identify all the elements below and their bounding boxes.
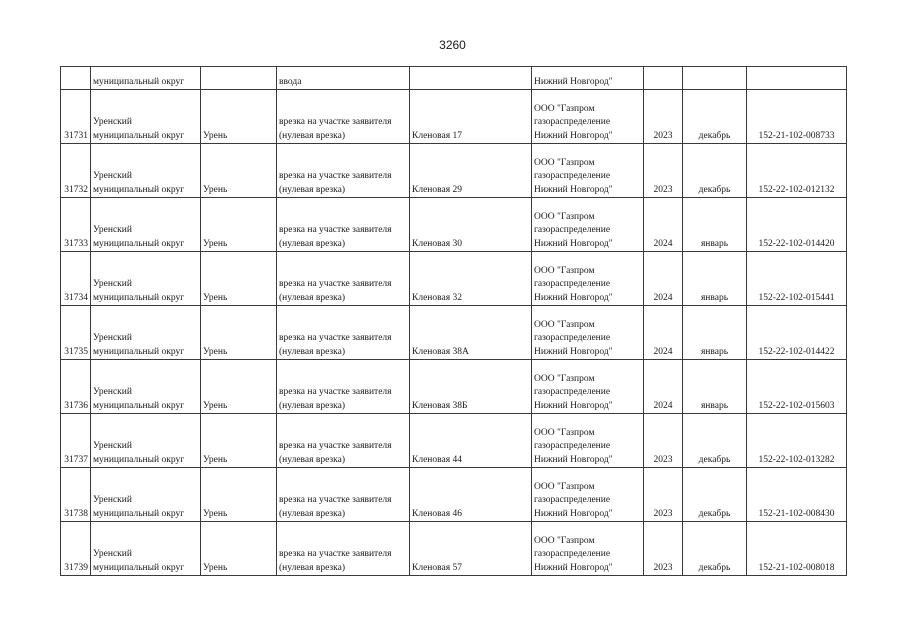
cell-code [747,198,847,252]
cell-address [410,144,532,198]
district-line2: муниципальный округ [93,454,185,465]
cell-address [410,198,532,252]
cell-district [91,522,201,576]
continuation-row [61,67,847,90]
registry-table [60,66,847,576]
cell-organization [532,468,644,522]
cell-organization [532,198,644,252]
cell-district [91,306,201,360]
work-line1: врезка на участке заявителя [279,279,392,289]
cell-work-type [277,252,410,306]
address-text: Кленовая 57 [412,562,462,573]
org-line3: Нижний Новгород" [534,130,613,141]
code-text: 152-22-102-014420 [758,238,835,249]
work-line2: (нулевая врезка) [279,562,346,573]
work-line1: врезка на участке заявителя [279,387,392,397]
row-number: 31731 [64,130,88,141]
district-line1: Уренский [93,279,132,289]
work-line2: (нулевая врезка) [279,130,346,141]
district-line1: Уренский [93,333,132,343]
cell-work-type [277,522,410,576]
cell-organization [532,414,644,468]
org-line1: ООО "Газпром [534,319,595,330]
cell-locality [201,67,277,90]
code-text: 152-22-102-015441 [758,292,835,303]
org-line2: газораспределение [534,279,611,289]
cell-month [683,90,747,144]
district-line1: Уренский [93,495,132,505]
locality-text: Урень [203,292,228,303]
cell-work-type [277,414,410,468]
org-line1: ООО "Газпром [534,481,595,492]
district-line1: Уренский [93,171,132,181]
cell-address [410,90,532,144]
district-line1: Уренский [93,549,132,559]
table-row [61,252,847,306]
organization-text: Нижний Новгород" [534,76,613,87]
table-row [61,144,847,198]
year-text: 2023 [653,508,673,519]
cell-locality [201,360,277,414]
cell-locality [201,414,277,468]
code-text: 152-21-102-008733 [758,130,835,141]
cell-district [91,90,201,144]
cell-organization [532,522,644,576]
page-number: 3260 [439,38,466,52]
org-line1: ООО "Газпром [534,535,595,546]
month-text: декабрь [698,130,731,141]
cell-month [683,67,747,90]
district-line2: муниципальный округ [93,508,185,519]
address-text: Кленовая 30 [412,238,462,249]
cell-number [61,360,91,414]
org-line2: газораспределение [534,225,611,235]
cell-address [410,522,532,576]
cell-number [61,414,91,468]
cell-year [644,90,683,144]
org-line3: Нижний Новгород" [534,292,613,303]
work-line2: (нулевая врезка) [279,184,346,195]
cell-year [644,414,683,468]
cell-work-type [277,468,410,522]
work-type-text: ввода [279,76,302,87]
cell-locality [201,144,277,198]
cell-work-type [277,90,410,144]
district-line2: муниципальный округ [93,346,185,357]
address-text: Кленовая 17 [412,130,462,141]
work-line2: (нулевая врезка) [279,346,346,357]
cell-locality [201,198,277,252]
year-text: 2024 [653,400,673,411]
cell-number [61,144,91,198]
work-line1: врезка на участке заявителя [279,225,392,235]
cell-address [410,468,532,522]
org-line2: газораспределение [534,117,611,127]
cell-code [747,67,847,90]
table-row [61,360,847,414]
cell-organization [532,360,644,414]
cell-work-type [277,306,410,360]
district-line2: муниципальный округ [93,292,185,303]
month-text: декабрь [698,508,731,519]
cell-month [683,252,747,306]
district-line1: Уренский [93,387,132,397]
cell-work-type [277,198,410,252]
cell-work-type [277,360,410,414]
code-text: 152-22-102-012132 [758,184,835,195]
row-number: 31737 [64,454,88,465]
cell-month [683,414,747,468]
cell-number [61,522,91,576]
work-line1: врезка на участке заявителя [279,549,392,559]
code-text: 152-22-102-014422 [758,346,835,357]
cell-organization [532,306,644,360]
address-text: Кленовая 32 [412,292,462,303]
org-line2: газораспределение [534,171,611,181]
org-line1: ООО "Газпром [534,211,595,222]
cell-locality [201,468,277,522]
cell-organization [532,90,644,144]
district-line2: муниципальный округ [93,184,185,195]
row-number: 31732 [64,184,88,195]
address-text: Кленовая 46 [412,508,462,519]
cell-year [644,468,683,522]
year-text: 2024 [653,346,673,357]
work-line2: (нулевая врезка) [279,238,346,249]
work-line2: (нулевая врезка) [279,292,346,303]
org-line1: ООО "Газпром [534,103,595,114]
cell-locality [201,252,277,306]
work-line2: (нулевая врезка) [279,400,346,411]
year-text: 2023 [653,454,673,465]
org-line3: Нижний Новгород" [534,508,613,519]
cell-number [61,252,91,306]
address-text: Кленовая 38Б [412,400,468,411]
table-row [61,306,847,360]
year-text: 2023 [653,184,673,195]
cell-district [91,198,201,252]
locality-text: Урень [203,400,228,411]
cell-year [644,306,683,360]
district-line2: муниципальный округ [93,238,185,249]
cell-organization [532,67,644,90]
cell-address [410,67,532,90]
cell-district [91,360,201,414]
table-row [61,198,847,252]
org-line2: газораспределение [534,441,611,451]
org-line2: газораспределение [534,495,611,505]
locality-text: Урень [203,238,228,249]
cell-month [683,198,747,252]
code-text: 152-21-102-008430 [758,508,835,519]
locality-text: Урень [203,454,228,465]
cell-year [644,522,683,576]
district-text: муниципальный округ [93,76,185,87]
cell-work-type [277,67,410,90]
cell-district [91,252,201,306]
org-line3: Нижний Новгород" [534,346,613,357]
code-text: 152-22-102-015603 [758,400,835,411]
cell-number [61,306,91,360]
code-text: 152-22-102-013282 [758,454,835,465]
table-row [61,90,847,144]
work-line1: врезка на участке заявителя [279,495,392,505]
cell-district [91,67,201,90]
year-text: 2024 [653,292,673,303]
work-line2: (нулевая врезка) [279,508,346,519]
cell-locality [201,522,277,576]
row-number: 31738 [64,508,88,519]
row-number: 31735 [64,346,88,357]
month-text: декабрь [698,454,731,465]
district-line1: Уренский [93,225,132,235]
work-line1: врезка на участке заявителя [279,171,392,181]
cell-month [683,144,747,198]
row-number: 31739 [64,562,88,573]
locality-text: Урень [203,508,228,519]
cell-address [410,414,532,468]
month-text: декабрь [698,184,731,195]
org-line2: газораспределение [534,549,611,559]
org-line1: ООО "Газпром [534,265,595,276]
cell-number [61,468,91,522]
district-line2: муниципальный округ [93,562,185,573]
cell-district [91,414,201,468]
cell-code [747,468,847,522]
work-line1: врезка на участке заявителя [279,333,392,343]
address-text: Кленовая 38А [412,346,469,357]
cell-code [747,522,847,576]
work-line1: врезка на участке заявителя [279,117,392,127]
cell-address [410,252,532,306]
cell-code [747,90,847,144]
row-number: 31736 [64,400,88,411]
org-line3: Нижний Новгород" [534,184,613,195]
org-line1: ООО "Газпром [534,157,595,168]
row-number: 31734 [64,292,88,303]
cell-year [644,67,683,90]
org-line3: Нижний Новгород" [534,454,613,465]
address-text: Кленовая 44 [412,454,462,465]
cell-month [683,360,747,414]
org-line3: Нижний Новгород" [534,238,613,249]
cell-district [91,144,201,198]
cell-locality [201,306,277,360]
district-line1: Уренский [93,441,132,451]
org-line3: Нижний Новгород" [534,400,613,411]
cell-work-type [277,144,410,198]
org-line1: ООО "Газпром [534,373,595,384]
month-text: январь [700,238,729,249]
locality-text: Урень [203,346,228,357]
district-line2: муниципальный округ [93,400,185,411]
year-text: 2023 [653,130,673,141]
org-line2: газораспределение [534,387,611,397]
work-line2: (нулевая врезка) [279,454,346,465]
cell-code [747,306,847,360]
table-row [61,522,847,576]
cell-year [644,144,683,198]
cell-locality [201,90,277,144]
cell-number [61,67,91,90]
month-text: январь [700,400,729,411]
cell-address [410,306,532,360]
locality-text: Урень [203,184,228,195]
locality-text: Урень [203,130,228,141]
month-text: январь [700,346,729,357]
code-text: 152-21-102-008018 [758,562,835,573]
cell-organization [532,144,644,198]
cell-month [683,522,747,576]
table-row [61,468,847,522]
cell-month [683,306,747,360]
cell-year [644,252,683,306]
year-text: 2024 [653,238,673,249]
cell-code [747,252,847,306]
cell-code [747,144,847,198]
cell-address [410,360,532,414]
cell-month [683,468,747,522]
month-text: январь [700,292,729,303]
cell-organization [532,252,644,306]
address-text: Кленовая 29 [412,184,462,195]
row-number: 31733 [64,238,88,249]
district-line2: муниципальный округ [93,130,185,141]
org-line2: газораспределение [534,333,611,343]
cell-number [61,198,91,252]
org-line3: Нижний Новгород" [534,562,613,573]
year-text: 2023 [653,562,673,573]
district-line1: Уренский [93,117,132,127]
cell-year [644,360,683,414]
month-text: декабрь [698,562,731,573]
cell-code [747,360,847,414]
org-line1: ООО "Газпром [534,427,595,438]
table-row [61,414,847,468]
locality-text: Урень [203,562,228,573]
work-line1: врезка на участке заявителя [279,441,392,451]
cell-number [61,90,91,144]
cell-district [91,468,201,522]
cell-code [747,414,847,468]
cell-year [644,198,683,252]
